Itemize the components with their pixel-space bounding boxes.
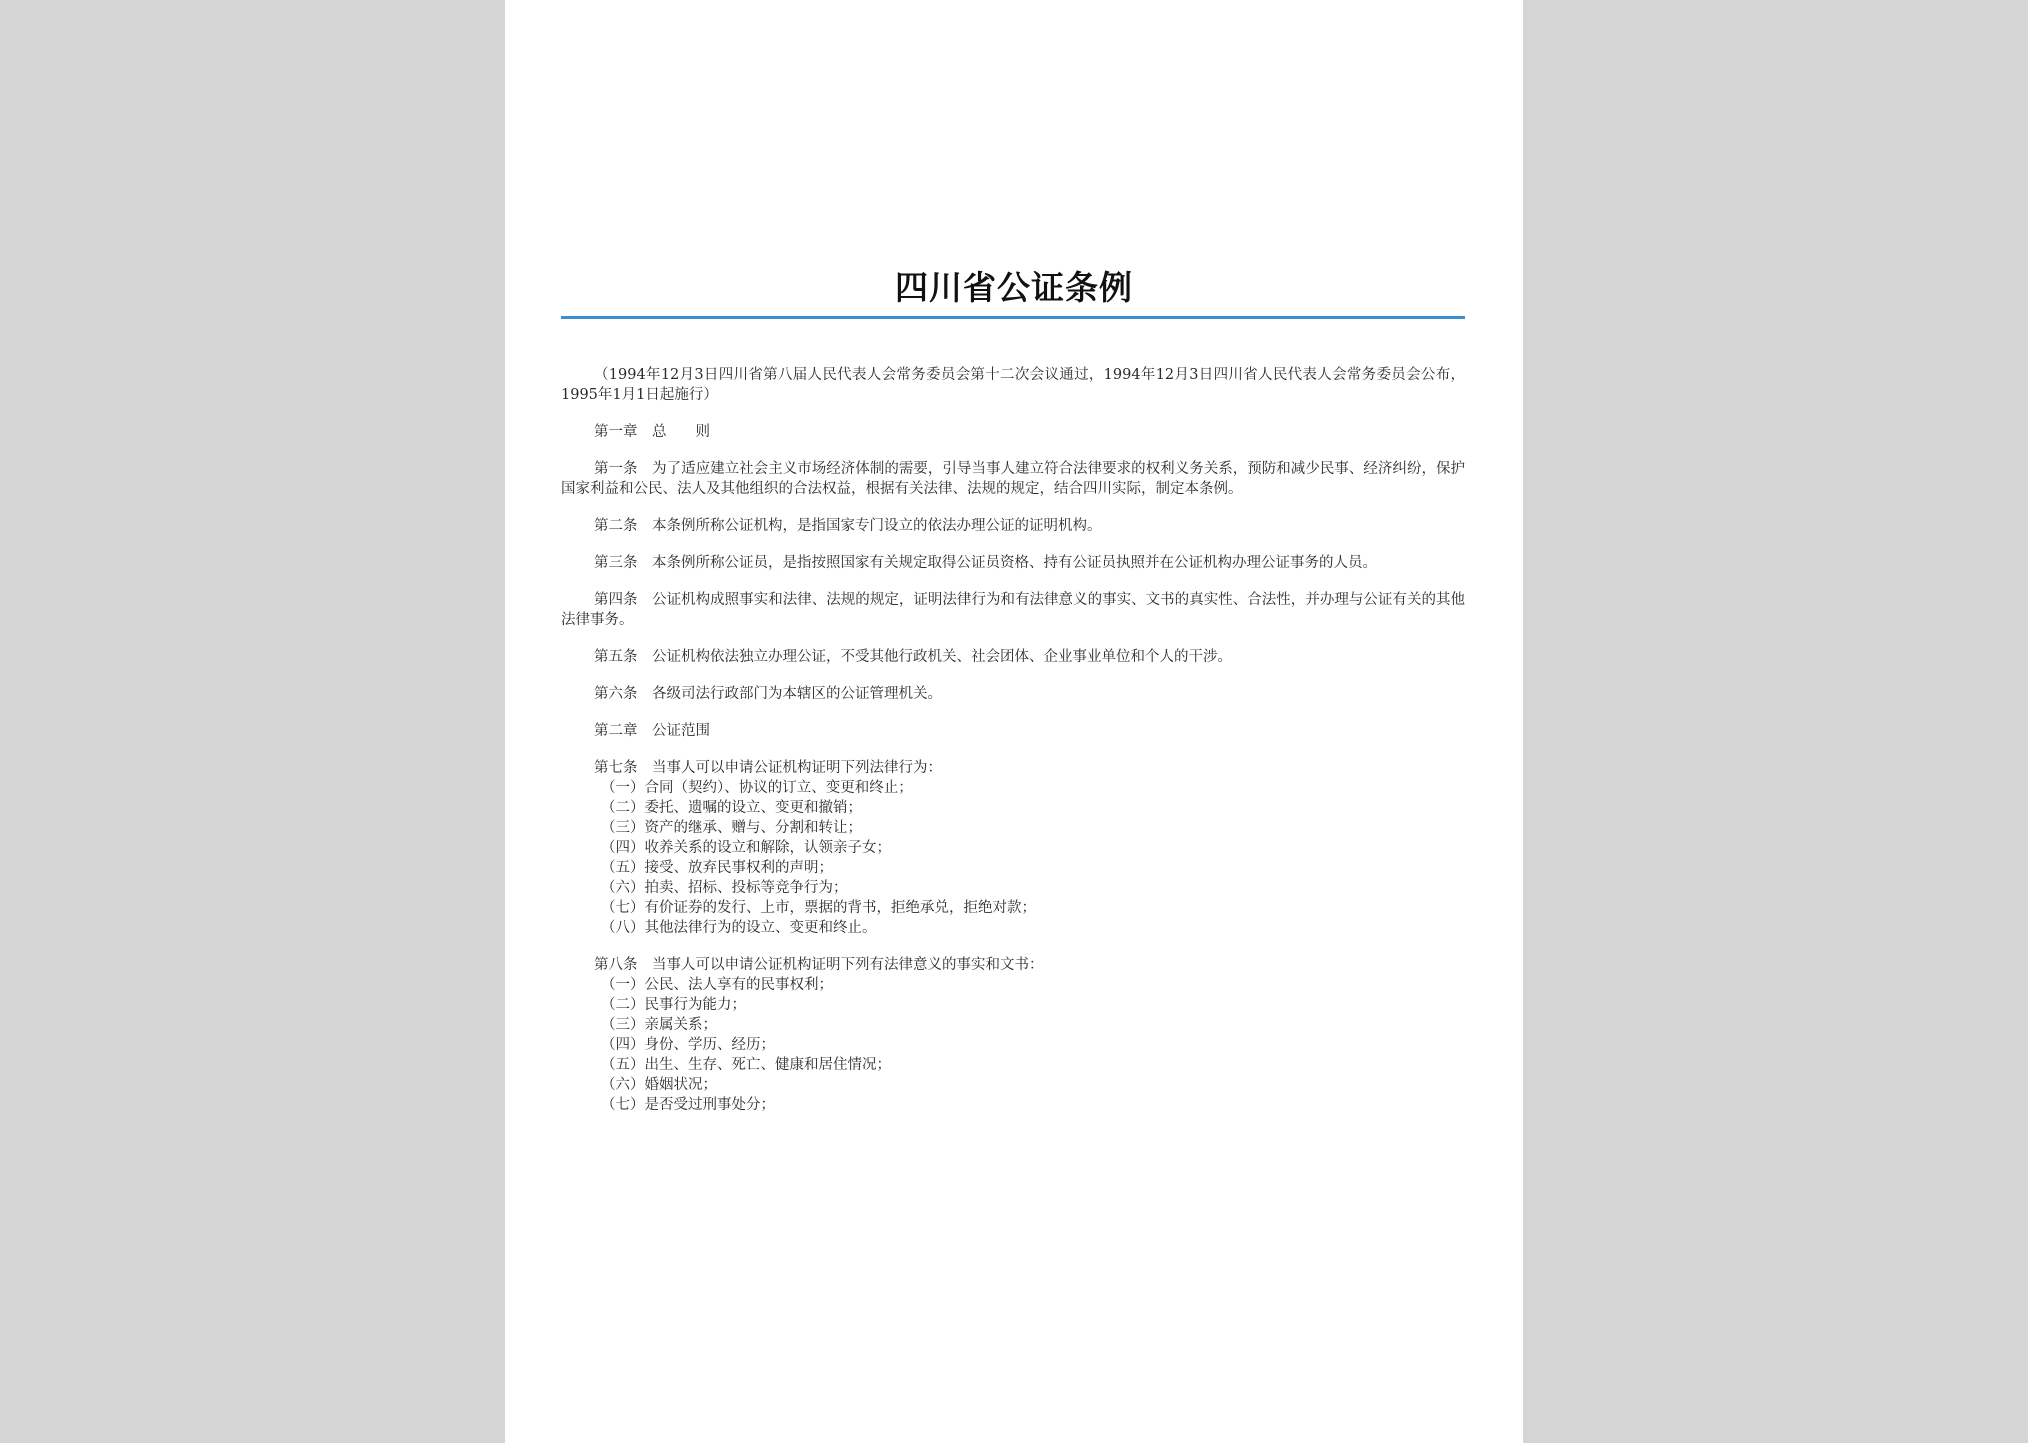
article-5: 第五条 公证机构依法独立办理公证，不受其他行政机关、社会团体、企业事业单位和个人的干涉。 — [594, 649, 1232, 665]
list-item: （六）拍卖、招标、投标等竞争行为； — [601, 880, 848, 896]
article-8: 第八条 当事人可以申请公证机构证明下列有法律意义的事实和文书： — [594, 957, 1044, 973]
list-item: （三）资产的继承、赠与、分割和转让； — [601, 820, 862, 836]
list-item: （四）收养关系的设立和解除，认领亲子女； — [601, 840, 891, 856]
article-2: 第二条 本条例所称公证机构，是指国家专门设立的依法办理公证的证明机构。 — [594, 518, 1102, 534]
list-item: （一）公民、法人享有的民事权利； — [601, 977, 833, 993]
title-divider — [561, 316, 1465, 319]
article-8-list — [561, 975, 1465, 1115]
list-item: （七）有价证券的发行、上市，票据的背书，拒绝承兑，拒绝对款； — [601, 900, 1036, 916]
list-item: （三）亲属关系； — [601, 1017, 717, 1033]
list-item: （二）民事行为能力； — [601, 997, 746, 1013]
document-body — [561, 365, 1465, 1115]
article-6: 第六条 各级司法行政部门为本辖区的公证管理机关。 — [594, 686, 942, 702]
list-item: （六）婚姻状况； — [601, 1077, 717, 1093]
article-7-list — [561, 778, 1465, 938]
list-item: （二）委托、遗嘱的设立、变更和撤销； — [601, 800, 862, 816]
article-1: 第一条 为了适应建立社会主义市场经济体制的需要，引导当事人建立符合法律要求的权利义务关系，预防和减少民事、经济纠纷，保护国家利益和公民、法人及其他组织的合法权益，根据有关法律、法规的规定，结合四川实际，制定本条例。 — [561, 461, 1465, 497]
list-item: （五）出生、生存、死亡、健康和居住情况； — [601, 1057, 891, 1073]
preamble: （1994年12月3日四川省第八届人民代表人会常务委员会第十二次会议通过，1994年12月3日四川省人民代表人会常务委员会公布，1995年1月1日起施行） — [561, 367, 1465, 403]
list-item: （八）其他法律行为的设立、变更和终止。 — [601, 920, 877, 936]
chapter-1-heading: 第一章 总 则 — [594, 424, 710, 440]
list-item: （一）合同（契约）、协议的订立、变更和终止； — [601, 780, 913, 796]
list-item: （五）接受、放弃民事权利的声明； — [601, 860, 833, 876]
list-item: （七）是否受过刑事处分； — [601, 1097, 775, 1113]
article-4: 第四条 公证机构成照事实和法律、法规的规定，证明法律行为和有法律意义的事实、文书的真实性、合法性，并办理与公证有关的其他法律事务。 — [561, 592, 1465, 628]
document-title: 四川省公证条例 — [895, 268, 1133, 307]
list-item: （四）身份、学历、经历； — [601, 1037, 775, 1053]
article-3: 第三条 本条例所称公证员，是指按照国家有关规定取得公证员资格、持有公证员执照并在公证机构办理公证事务的人员。 — [594, 555, 1377, 571]
chapter-2-heading: 第二章 公证范围 — [594, 723, 710, 739]
document-page — [505, 0, 1523, 1443]
article-7: 第七条 当事人可以申请公证机构证明下列法律行为： — [594, 760, 942, 776]
